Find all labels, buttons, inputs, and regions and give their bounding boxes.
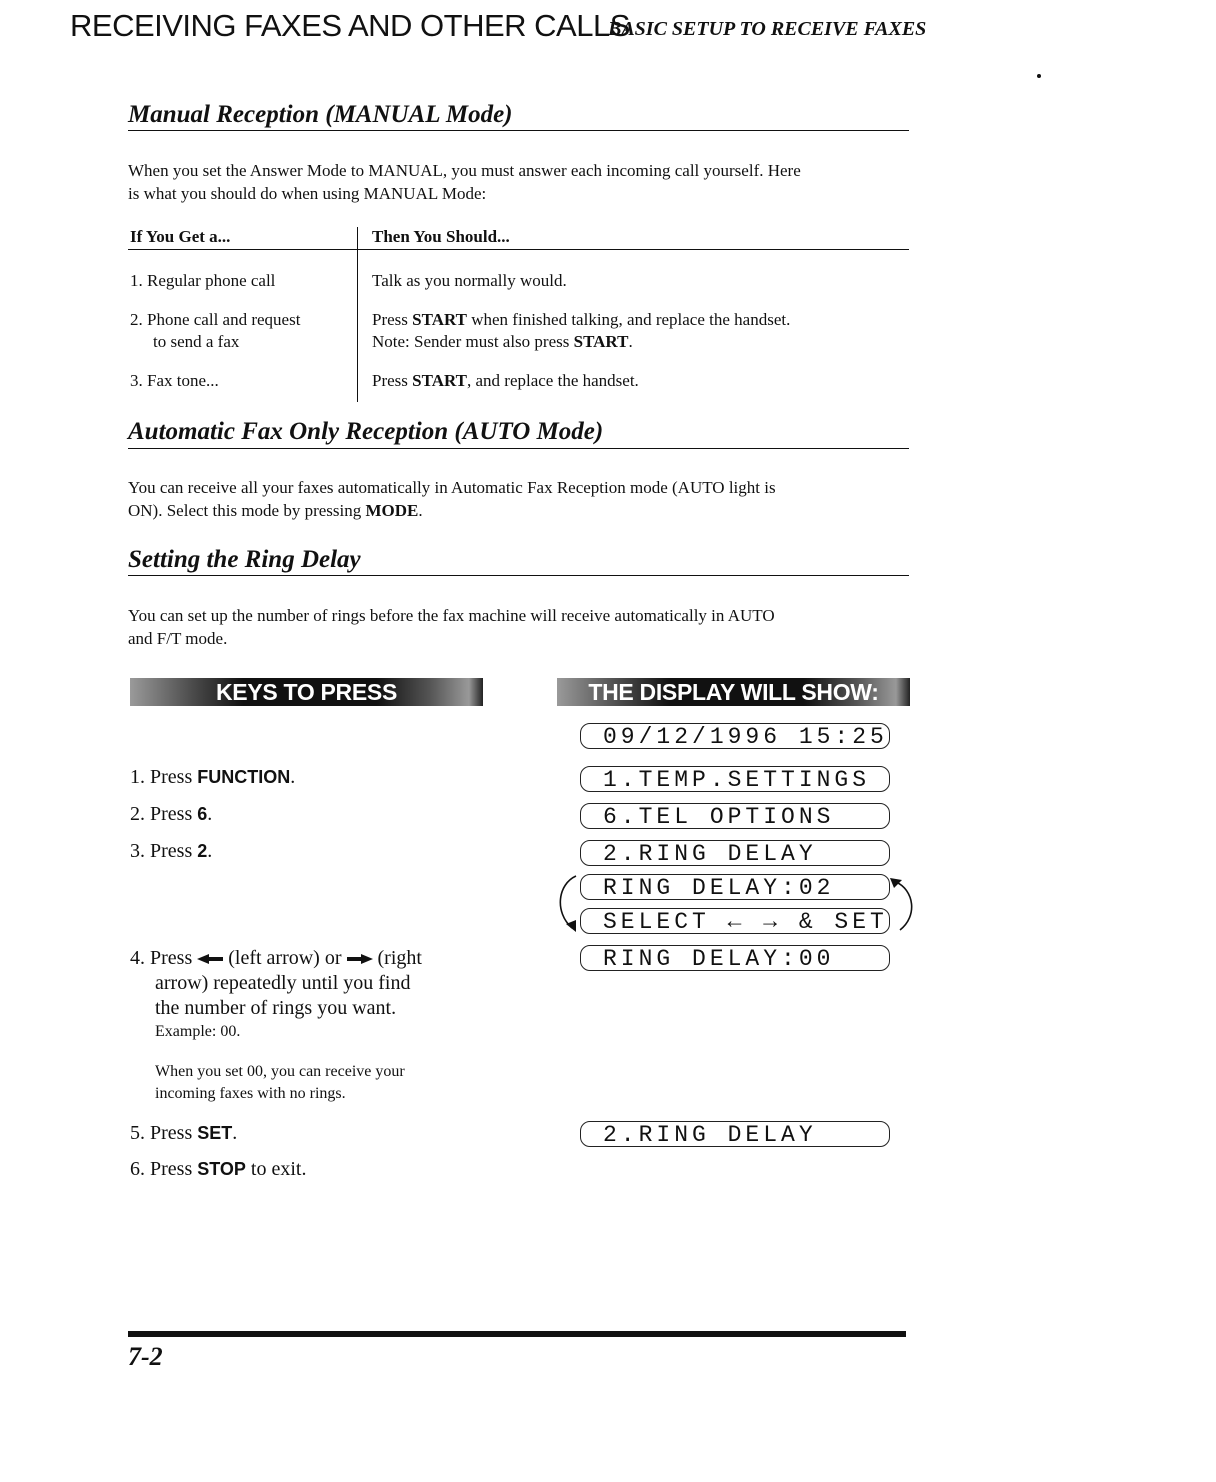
footer-rule: [128, 1331, 906, 1337]
manual-intro-line2: is what you should do when using MANUAL Mode:: [128, 184, 487, 203]
table-row-get: 2. Phone call and request to send a fax: [130, 310, 301, 351]
table-row-should: Talk as you normally would.: [372, 271, 567, 290]
lcd-display: 2.RING DELAY: [580, 840, 890, 866]
step-4-note: When you set 00, you can receive your incoming faxes with no rings.: [155, 1063, 405, 1102]
step-3: 3. Press 2.: [130, 840, 213, 862]
section-rule-ring-delay: [128, 575, 909, 576]
section-title-manual: Manual Reception (MANUAL Mode): [128, 101, 513, 128]
lcd-display: 1.TEMP.SETTINGS: [580, 766, 890, 792]
right-arrow-key-icon: [347, 953, 373, 965]
step-2: 2. Press 6.: [130, 803, 213, 825]
table-column-divider: [357, 227, 358, 402]
table-row-should: Press START when finished talking, and replace the handset. Note: Sender must also press START.: [372, 310, 791, 351]
manual-intro-line1: When you set the Answer Mode to MANUAL, you must answer each incoming call yourself. Here: [128, 161, 801, 180]
table-header-get: If You Get a...: [130, 227, 231, 246]
left-arrow-key-icon: [197, 953, 223, 965]
step-6: 6. Press STOP to exit.: [130, 1158, 307, 1180]
lcd-display: 6.TEL OPTIONS: [580, 803, 890, 829]
keys-to-press-banner: KEYS TO PRESS: [130, 678, 483, 706]
manual-intro: [128, 159, 910, 205]
alternating-display-right-arrow-icon: [888, 872, 918, 938]
step-5: 5. Press SET.: [130, 1122, 238, 1144]
step-1: 1. Press FUNCTION.: [130, 766, 296, 788]
page-speck: [1037, 74, 1041, 78]
lcd-display: SELECT ← → & SET: [580, 908, 890, 934]
ring-description: You can set up the number of rings before the fax machine will receive automatically in AUTO and F/T mode.: [128, 606, 775, 648]
section-rule-manual: [128, 130, 909, 131]
chapter-subtitle: BASIC SETUP TO RECEIVE FAXES: [608, 18, 927, 40]
chapter-title: RECEIVING FAXES AND OTHER CALLS: [70, 8, 630, 43]
lcd-display: 2.RING DELAY: [580, 1121, 890, 1147]
section-rule-auto: [128, 448, 909, 449]
lcd-display: RING DELAY:00: [580, 945, 890, 971]
page-number: 7-2: [128, 1342, 163, 1371]
lcd-display: RING DELAY:02: [580, 874, 890, 900]
step-4: 4. Press (left arrow) or (right arrow) repeatedly until you find the number of rings you want. Example: 00.: [130, 947, 422, 1040]
section-title-ring-delay: Setting the Ring Delay: [128, 546, 361, 573]
table-row-should: Press START, and replace the handset.: [372, 371, 639, 390]
table-header-should: Then You Should...: [372, 227, 510, 246]
table-row-get: 1. Regular phone call: [130, 271, 276, 290]
table-header-rule: [128, 249, 909, 250]
auto-description: You can receive all your faxes automatically in Automatic Fax Reception mode (AUTO light is ON). Select this mode by pressing MODE.: [128, 478, 776, 520]
display-will-show-banner: THE DISPLAY WILL SHOW:: [557, 678, 910, 706]
alternating-display-left-arrow-icon: [552, 872, 582, 938]
section-title-auto: Automatic Fax Only Reception (AUTO Mode): [128, 418, 604, 445]
table-row-get: 3. Fax tone...: [130, 371, 219, 390]
lcd-display: 09/12/1996 15:25: [580, 723, 890, 749]
